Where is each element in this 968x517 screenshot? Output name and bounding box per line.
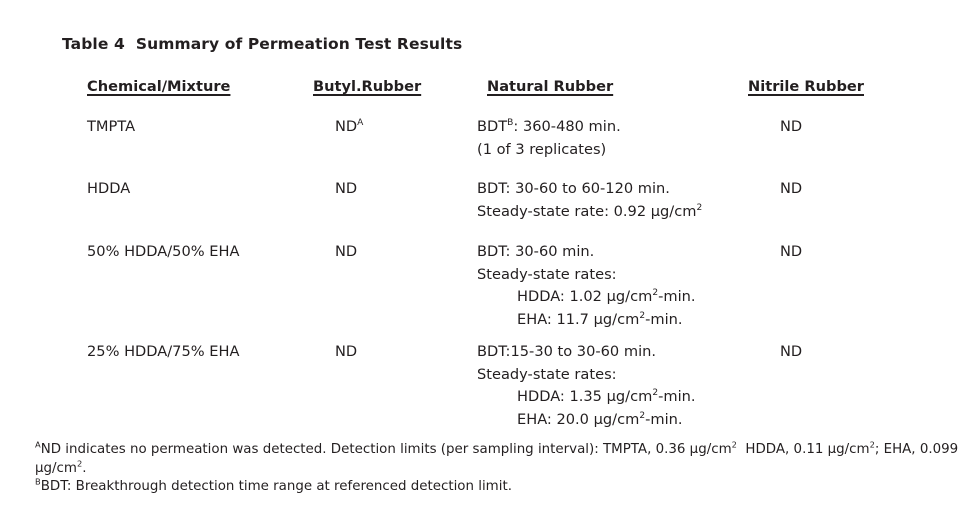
natural-rubber-line: EHA: 11.7 $\mu g/cm^2-\min$. [517,310,683,328]
chemical-cell: TMPTA [87,118,136,135]
table-title: Table 4 Summary of Permeation Test Results [62,35,463,53]
natural-rubber-value [477,116,748,161]
table-row-hdda [87,178,962,223]
column-header-chemical-mixture [87,76,313,99]
nitrile-rubber-value: ND [780,343,803,360]
column-header-label: Nitrile Rubber [748,78,864,95]
nitrile-rubber-value: ND [780,243,803,260]
footnote-a-line1: $^A$ND indicates no permeation was detected. Detection limits (per sampling interval): TMPTA, 0.36 $\mu g/cm^2$ HDDA, 0.11 $\mu g/cm^2$; EHA, 0.099 [35,439,959,457]
footnotes-block [35,441,958,497]
column-header-nitrile-rubber [748,76,962,99]
butyl-rubber-value: $ND^A$ [335,118,364,135]
natural-rubber-value [477,341,748,431]
chemical-cell: HDDA [87,180,131,197]
butyl-rubber-value: ND [335,243,358,260]
natural-rubber-line: Steady-state rates: [477,265,617,283]
natural-rubber-line: EHA: 20.0 $\mu g/cm^2-\min$. [517,410,683,428]
table-row-tmpta [87,116,962,161]
footnote-b: $^B$BDT: Breakthrough detection time range at referenced detection limit. [35,476,512,495]
natural-rubber-line: BDT: 30-60 min. [477,243,595,260]
table-row-25hdda-75eha [87,341,962,431]
column-header-label: Butyl.Rubber [313,78,422,95]
column-header-label: Chemical/Mixture [87,78,231,95]
natural-rubber-value [477,178,748,223]
natural-rubber-line: Steady-state rate: 0.92 $\mu g/cm^2$ [477,202,703,220]
footnote-a-line2: $\mu g/cm^2$. [35,458,87,476]
chemical-cell: 25% HDDA/75% EHA [87,343,240,360]
column-header-butyl-rubber [313,76,477,99]
table-row-50hdda-50eha [87,241,962,331]
nitrile-rubber-value: ND [780,118,803,135]
chemical-cell: 50% HDDA/50% EHA [87,243,240,260]
butyl-rubber-value: ND [335,343,358,360]
table-header-row [87,76,962,99]
natural-rubber-line: Steady-state rates: [477,365,617,383]
natural-rubber-line: (1 of 3 replicates) [477,140,607,158]
natural-rubber-value [477,241,748,331]
natural-rubber-line: HDDA: 1.35 $\mu g/cm^2-\min$. [517,388,696,406]
column-header-natural-rubber [477,76,748,99]
butyl-rubber-value: ND [335,180,358,197]
column-header-label: Natural Rubber [487,78,614,95]
natural-rubber-line: BDT:15-30 to 30-60 min. [477,343,657,360]
nitrile-rubber-value: ND [780,180,803,197]
natural-rubber-line: HDDA: 1.02 $\mu g/cm^2-\min$. [517,288,696,306]
natural-rubber-line: BDT: 30-60 to 60-120 min. [477,180,670,197]
natural-rubber-line: $BDT^B$: 360-480 min. [477,118,621,135]
